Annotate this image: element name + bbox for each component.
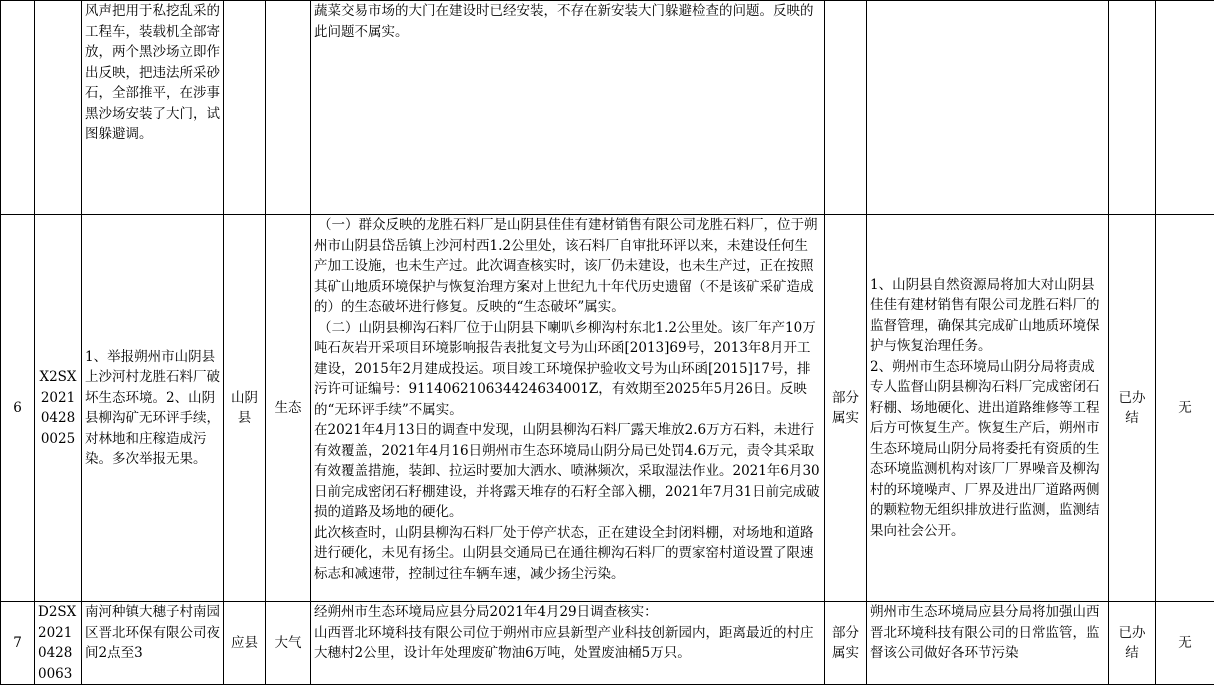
county (224, 1, 266, 215)
rectification-measures (867, 1, 1109, 215)
row-number: 7 (1, 602, 35, 685)
case-code: D2SX202104280063 (35, 602, 82, 685)
investigation-findings (311, 602, 825, 685)
verdict (825, 1, 867, 215)
pollution-category: 大气 (266, 602, 311, 685)
accountability: 无 (1156, 215, 1214, 602)
verdict: 部分属实 (825, 215, 867, 602)
measure-item: 朔州市生态环境局应县分局将加强山西晋北环境科技有限公司的日常监管，监督该公司做好各环节污染 (870, 602, 1105, 664)
measure-item: 1、山阴县自然资源局将加大对山阴县佳佳有建材销售有限公司龙胜石料厂的监督管理，确保其完成矿山地质环境保护与恢复治理任务。 (870, 275, 1105, 357)
county: 应县 (224, 602, 266, 685)
verdict: 部分属实 (825, 602, 867, 685)
findings-paragraph: 经朔州市生态环境局应县分局2021年4月29日调查核实： (314, 602, 821, 623)
handling-status: 已办结 (1109, 602, 1156, 685)
complaint-content: 南河种镇大穗子村南园区晋北环保有限公司夜间2点至3 (82, 602, 224, 685)
handling-status: 已办结 (1109, 215, 1156, 602)
case-code (35, 1, 82, 215)
accountability (1156, 1, 1214, 215)
table-row (1, 602, 1214, 685)
row-number (1, 1, 35, 215)
rectification-measures (867, 215, 1109, 602)
rectification-measures (867, 602, 1109, 685)
measure-item: 2、朔州市生态环境局山阴分局将责成专人监督山阴县柳沟石料厂完成密闭石籽棚、场地硬化、进出道路维修等工程后方可恢复生产。恢复生产后，朔州市生态环境局山阴分局将委托有资质的生态环境监测机构对该厂厂界噪音及柳沟村的环境噪声、厂界及进出厂道路两侧的颗粒物无组织排放进行监测，监测结果向社会公开。 (870, 357, 1105, 542)
findings-paragraph: 山西晋北环境科技有限公司位于朔州市应县新型产业科技创新园内，距离最近的村庄大穗村2公里，设计年处理废矿物油6万吨，处置废油桶5万只。 (314, 623, 821, 664)
findings-paragraph: 蔬菜交易市场的大门在建设时已经安装，不存在新安装大门躲避检查的问题。反映的此问题不属实。 (314, 1, 821, 42)
investigation-findings (311, 215, 825, 602)
handling-status (1109, 1, 1156, 215)
findings-paragraph: （二）山阴县柳沟石料厂位于山阴县下喇叭乡柳沟村东北1.2公里处。该厂年产10万吨石灰岩开采项目环境影响报告表批复文号为山环函[2013]69号，2013年8月开工建设，2015年2月建成投运。项目竣工环境保护验收文号为山环函[2015]17号，排污许可证编号：91140621063442463400​1Z，有效期至2025年5月26日。反映的“无环评手续”不属实。 (314, 318, 821, 421)
pollution-category (266, 1, 311, 215)
investigation-findings (311, 1, 825, 215)
county: 山阴县 (224, 215, 266, 602)
complaint-content: 1、举报朔州市山阴县上沙河村龙胜石料厂破坏生态环境。2、山阴县柳沟矿无环评手续，对林地和庄稼造成污染。多次举报无果。 (82, 215, 224, 602)
findings-paragraph: （一）群众反映的龙胜石料厂是山阴县佳佳有建材销售有限公司龙胜石料厂，位于朔州市山阴县岱岳镇上沙河村西1.2公里处，该石料厂自审批环评以来，未建设任何生产加工设施，也未生产过。此次调查核实时，该厂仍未建设，也未生产过，正在按照其矿山地质环境保护与恢复治理方案对上世纪九十年代历史遗留（不是该矿采矿造成的）的生态破坏进行修复。反映的“生态破坏”属实。 (314, 215, 821, 318)
complaint-content: 风声把用于私挖乱采的工程车，装载机全部寄放，两个黑沙场立即作出反映，把违法所采砂石，全部推平，在涉事黑沙场安装了大门，试图躲避调。 (82, 1, 224, 215)
case-code: X2SX202104280025 (35, 215, 82, 602)
accountability: 无 (1156, 602, 1214, 685)
findings-paragraph: 此次核查时，山阴县柳沟石料厂处于停产状态，正在建设全封闭料棚，对场地和道路进行硬化，未见有扬尘。山阴县交通局已在通往柳沟石料厂的贾家窑村道设置了限速标志和减速带，控制过往车辆车速，减少扬尘污染。 (314, 523, 821, 585)
findings-paragraph: 在2021年4月13日的调查中发现，山阴县柳沟石料厂露天堆放2.6万方石料，未进行有效覆盖，2021年4月16日朔州市生态环境局山阴分局已处罚4.6万元，责令其采取有效覆盖措施，装卸、拉运时要加大洒水、喷淋频次，采取湿法作业。2021年6月30日前完成密闭石籽棚建设，并将露天堆存的石籽全部入棚，2021年7月31日前完成破损的道路及场地的硬化。 (314, 420, 821, 523)
table-row (1, 215, 1214, 602)
pollution-category: 生态 (266, 215, 311, 602)
row-number: 6 (1, 215, 35, 602)
table-row (1, 1, 1214, 215)
